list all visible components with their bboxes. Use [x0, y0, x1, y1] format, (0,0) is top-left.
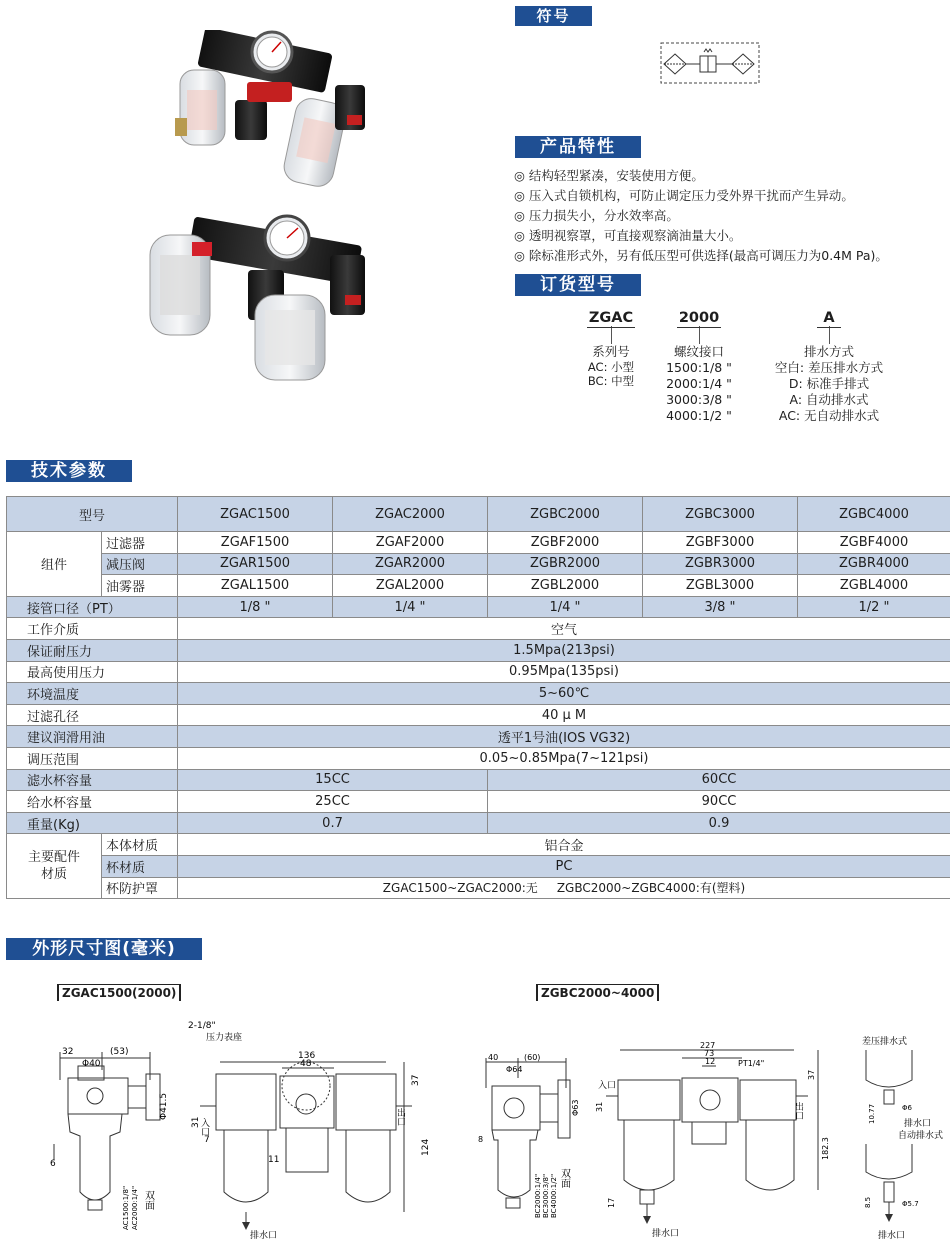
- spec-row-value: 5~60℃: [178, 683, 950, 705]
- order-drain: [766, 310, 892, 424]
- spec-cell: ZGBL4000: [798, 575, 950, 597]
- spec-model-label: 型号: [7, 497, 178, 532]
- dim-text: 排水口: [878, 1231, 906, 1241]
- dim-text: BC3000:3/8": [542, 1173, 550, 1218]
- dim-text: 182.3: [821, 1137, 830, 1160]
- dim-text: 31: [191, 1116, 201, 1128]
- dim-text: 出口: [793, 1102, 803, 1120]
- spec-cell: ZGAL1500: [178, 575, 333, 597]
- dim-text: 11: [268, 1155, 280, 1165]
- spec-model: ZGAC1500: [178, 497, 333, 532]
- dim-text: Φ63: [571, 1099, 580, 1116]
- spec-row-label: 环境温度: [7, 683, 178, 705]
- dim-text: 73: [704, 1049, 715, 1058]
- spec-cell: ZGBF2000: [488, 532, 643, 554]
- spec-cell: ZGBF4000: [798, 532, 950, 554]
- spec-cell: ZGAR1500: [178, 553, 333, 575]
- order-drain-title: 排水方式: [803, 344, 854, 359]
- spec-cell: ZGBR3000: [643, 553, 798, 575]
- drawing-right-title-text: ZGBC2000~4000: [541, 986, 655, 1000]
- order-port-title: 螺纹接口: [673, 344, 724, 359]
- spec-model: ZGBC2000: [488, 497, 643, 532]
- dim-text: 40: [488, 1053, 499, 1062]
- dim-text: Φ40: [82, 1059, 101, 1069]
- spec-parts-label: [7, 834, 102, 899]
- features-header: 产品特性: [515, 136, 641, 158]
- order-port-line: 2000:1/4 ": [666, 376, 732, 391]
- spec-cell: 1/2 ": [798, 596, 950, 618]
- dim-text: Φ5.7: [902, 1200, 919, 1208]
- dim-text: 压力表座: [206, 1033, 243, 1043]
- order-port-code: 2000: [678, 310, 720, 326]
- dim-text: Φ41.5: [159, 1092, 169, 1120]
- dim-text: 双面: [558, 1168, 570, 1188]
- spec-table: [6, 496, 950, 899]
- spec-row-value: 40 μ M: [178, 704, 950, 726]
- spec-row-label: 给水杯容量: [7, 791, 178, 813]
- feature-item: ◎ 压入式自锁机构，可防止调定压力受外界干扰而产生异动。: [514, 188, 854, 203]
- dim-text: (53): [110, 1047, 129, 1057]
- spec-row-value: 90CC: [488, 791, 950, 813]
- spec-part-name: 杯材质: [102, 855, 178, 877]
- dim-text: 12: [705, 1057, 716, 1066]
- dim-text: BC4000:1/2": [550, 1173, 558, 1218]
- spec-model: ZGBC3000: [643, 497, 798, 532]
- spec-part-name: 本体材质: [102, 834, 178, 856]
- order-port: [656, 310, 742, 424]
- order-series-line: BC: 中型: [587, 374, 635, 388]
- spec-row-label: 建议润滑用油: [7, 726, 178, 748]
- drawing-bc-front: [592, 1040, 832, 1240]
- feature-item: ◎ 除标准形式外，另有低压型可供选择(最高可调压力为0.4M Pa)。: [514, 248, 888, 263]
- spec-cell: ZGBR4000: [798, 553, 950, 575]
- dim-text: 差压排水式: [862, 1037, 908, 1047]
- dim-text: 48: [300, 1059, 312, 1069]
- feature-list: [514, 166, 888, 266]
- dim-text: 227: [700, 1041, 716, 1050]
- spec-row-label: 最高使用压力: [7, 661, 178, 683]
- dim-text: 136: [298, 1051, 316, 1061]
- spec-row-value: 60CC: [488, 769, 950, 791]
- order-drain-code: A: [817, 310, 840, 328]
- spec-component-name: 减压阀: [102, 553, 178, 575]
- drawing-right-title: [536, 984, 659, 1001]
- spec-row-value: ZGAC1500~ZGAC2000:无 ZGBC2000~ZGBC4000:有(塑料): [178, 877, 950, 899]
- order-port-line: 3000:3/8 ": [666, 392, 732, 407]
- spec-parts-label-line: 主要配件: [27, 850, 80, 866]
- dim-text: 双面: [142, 1190, 154, 1210]
- spec-cell: ZGAF2000: [333, 532, 488, 554]
- pneumatic-symbol: [660, 40, 760, 85]
- tech-header: 技术参数: [6, 460, 132, 482]
- dim-text: 37: [807, 1069, 816, 1080]
- dim-text: 17: [607, 1197, 616, 1208]
- spec-cell: ZGBL2000: [488, 575, 643, 597]
- spec-row-value: 0.7: [178, 812, 488, 834]
- spec-row-label: 调压范围: [7, 747, 178, 769]
- order-series-code: ZGAC: [588, 310, 634, 326]
- spec-cell: ZGBR2000: [488, 553, 643, 575]
- spec-row-label: 重量(Kg): [7, 812, 178, 834]
- drawing-bc-drain-detail: [858, 1032, 950, 1242]
- dim-text: 8: [478, 1135, 484, 1144]
- dim-text: 入口: [598, 1081, 617, 1091]
- dim-text: (60): [524, 1053, 541, 1062]
- order-port-line: 4000:1/2 ": [666, 408, 732, 423]
- spec-model: ZGAC2000: [333, 497, 488, 532]
- dim-text: 32: [62, 1047, 74, 1057]
- spec-row-value: 25CC: [178, 791, 488, 813]
- order-drain-line: 空白: 差压排水方式: [774, 360, 884, 375]
- spec-row-value: 0.95Mpa(135psi): [178, 661, 950, 683]
- dim-text: 8.5: [864, 1196, 872, 1208]
- order-series-line: AC: 小型: [587, 360, 635, 374]
- order-series-title: 系列号: [592, 344, 630, 359]
- spec-cell: ZGBF3000: [643, 532, 798, 554]
- order-port-line: 1500:1/8 ": [666, 360, 732, 375]
- spec-row-value: 透平1号油(IOS VG32): [178, 726, 950, 748]
- spec-component-name: 油雾器: [102, 575, 178, 597]
- dim-text: 排水口: [904, 1119, 932, 1129]
- dim-text: 入口: [199, 1118, 209, 1136]
- dim-text: 7: [204, 1135, 210, 1145]
- spec-cell: 1/4 ": [333, 596, 488, 618]
- spec-row-value: PC: [178, 855, 950, 877]
- dim-text: 124: [421, 1138, 431, 1156]
- spec-row-value: 0.9: [488, 812, 950, 834]
- spec-cell: 1/4 ": [488, 596, 643, 618]
- spec-row-label: 过滤孔径: [7, 704, 178, 726]
- dim-text: 排水口: [652, 1229, 680, 1239]
- drawing-ac-front: [186, 1016, 436, 1240]
- spec-cell: ZGAL2000: [333, 575, 488, 597]
- dim-text: 2-1/8": [188, 1021, 216, 1031]
- feature-item: ◎ 透明视察罩，可直接观察滴油量大小。: [514, 228, 742, 243]
- dimensions-header: 外形尺寸图(毫米): [6, 938, 202, 960]
- dim-text: 出口: [395, 1108, 405, 1126]
- spec-model: ZGBC4000: [798, 497, 950, 532]
- ordering-header: 订货型号: [515, 274, 641, 296]
- spec-cell: ZGBL3000: [643, 575, 798, 597]
- product-photo-ac: [165, 30, 380, 195]
- spec-row-label: 保证耐压力: [7, 639, 178, 661]
- spec-cell: 3/8 ": [643, 596, 798, 618]
- dim-text: 31: [595, 1101, 604, 1112]
- feature-item: ◎ 结构轻型紧凑，安装使用方便。: [514, 168, 704, 183]
- dim-text: Φ64: [506, 1065, 523, 1074]
- order-drain-line: AC: 无自动排水式: [778, 408, 880, 423]
- spec-row-value: 0.05~0.85Mpa(7~121psi): [178, 747, 950, 769]
- spec-row-label: 滤水杯容量: [7, 769, 178, 791]
- spec-cell: 1/8 ": [178, 596, 333, 618]
- drawing-left-title-text: ZGAC1500(2000): [62, 986, 177, 1000]
- dim-text: 排水口: [250, 1231, 278, 1240]
- spec-part-name: 杯防护罩: [102, 877, 178, 899]
- order-drain-line: D: 标准手排式: [788, 376, 870, 391]
- drawing-left-title: [57, 984, 181, 1001]
- dim-text: 6: [50, 1159, 56, 1169]
- dim-text: 自动排水式: [898, 1131, 944, 1141]
- symbol-header: 符号: [515, 6, 592, 26]
- feature-item: ◎ 压力损失小，分水效率高。: [514, 208, 679, 223]
- drawing-ac-side: [40, 1040, 180, 1230]
- spec-row-value: 空气: [178, 618, 950, 640]
- spec-row-value: 15CC: [178, 769, 488, 791]
- spec-row-label: 工作介质: [7, 618, 178, 640]
- dim-text: AC2000:1/4": [131, 1185, 139, 1230]
- spec-cell: ZGAF1500: [178, 532, 333, 554]
- spec-parts-label-line: 材质: [40, 867, 67, 883]
- spec-row-value: 铝合金: [178, 834, 950, 856]
- spec-port-label: 接管口径（PT）: [7, 596, 178, 618]
- dim-text: AC1500:1/8": [122, 1185, 130, 1230]
- product-photo-bc: [140, 210, 375, 390]
- dim-text: PT1/4": [738, 1059, 765, 1068]
- spec-row-value: 1.5Mpa(213psi): [178, 639, 950, 661]
- order-series: [578, 310, 644, 388]
- dim-text: Φ6: [902, 1104, 912, 1112]
- spec-component-name: 过滤器: [102, 532, 178, 554]
- spec-cell: ZGAR2000: [333, 553, 488, 575]
- spec-component-label: 组件: [7, 532, 102, 597]
- dim-text: 37: [411, 1074, 421, 1086]
- dim-text: 10.77: [868, 1103, 876, 1124]
- dim-text: BC2000:1/4": [534, 1173, 542, 1218]
- drawing-bc-side: [474, 1052, 584, 1222]
- order-drain-line: A: 自动排水式: [789, 392, 869, 407]
